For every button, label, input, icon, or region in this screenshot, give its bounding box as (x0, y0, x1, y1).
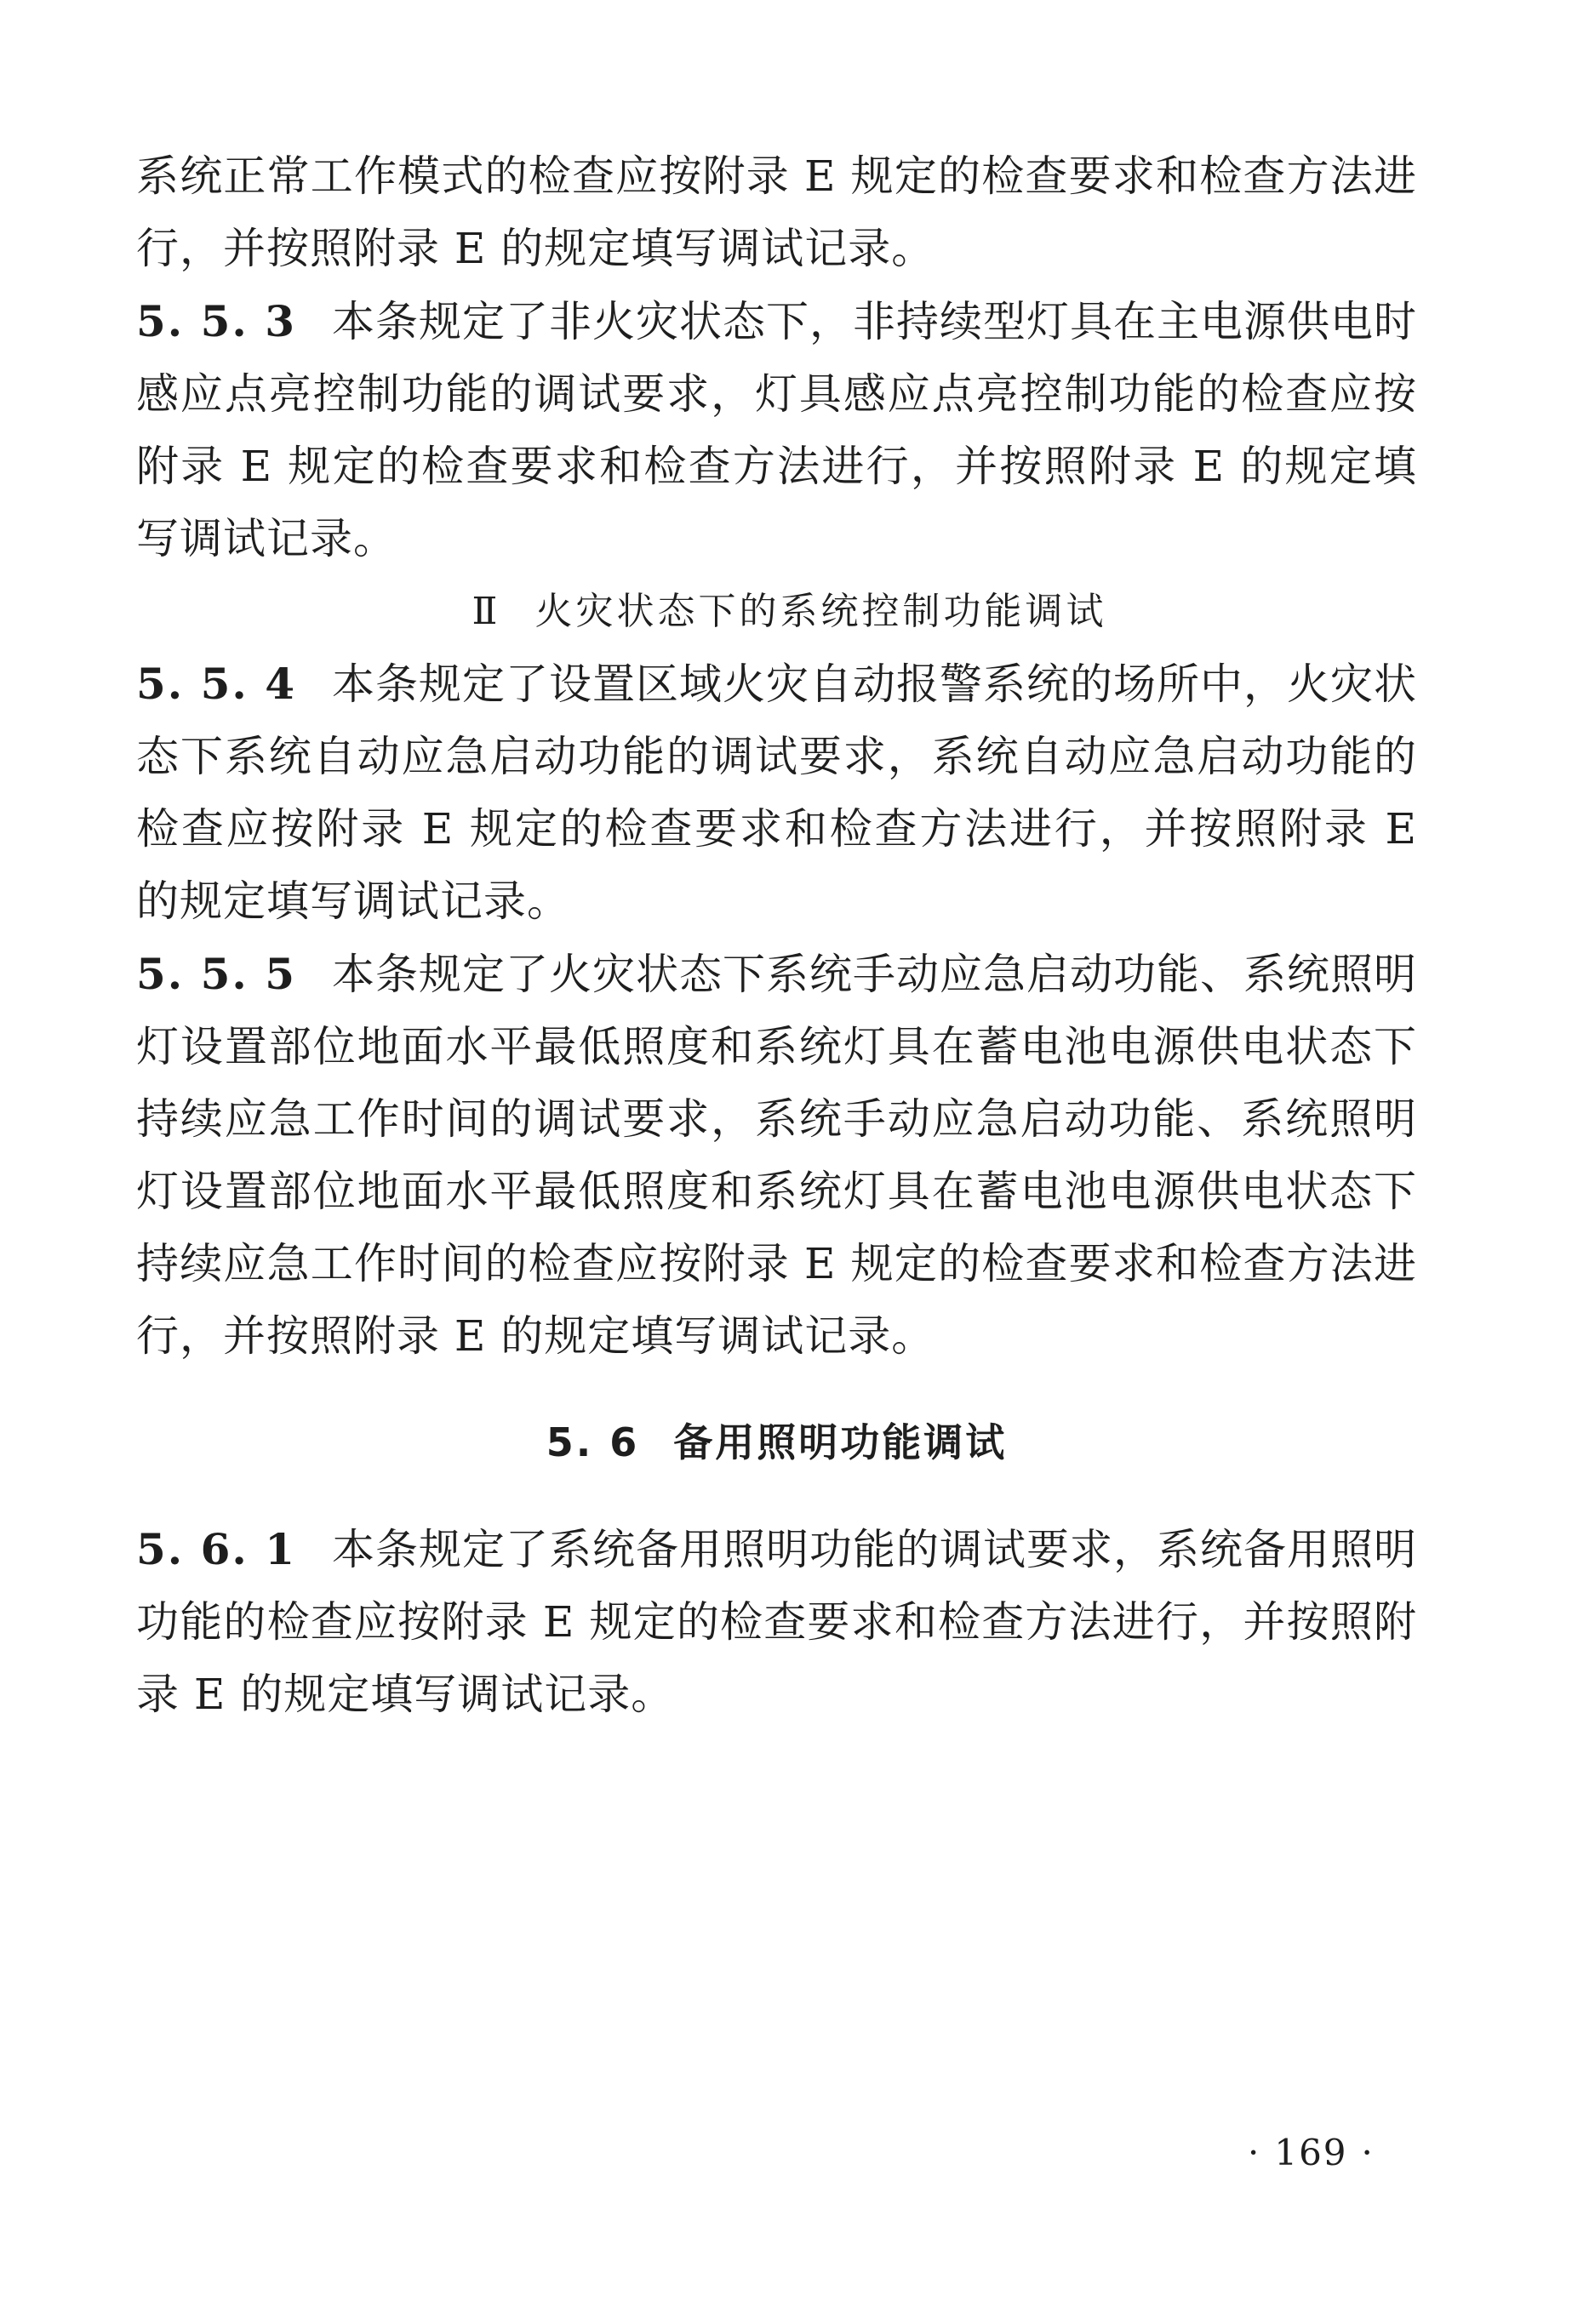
clause-number: 5. 6. 1 (136, 1524, 296, 1574)
section-number: 5. 6 (546, 1419, 640, 1465)
paragraph-text: 本条规定了系统备用照明功能的调试要求，系统备用照明功能的检查应按附录 E 规定的检查要求和检查方法进行，并按照附录 E 的规定填写调试记录。 (136, 1525, 1417, 1719)
subsection-numeral: Ⅱ (472, 590, 501, 633)
page-number (1234, 2132, 1388, 2173)
clause-5-5-4 (136, 648, 1417, 938)
page-number-value: 169 (1274, 2132, 1348, 2173)
clause-5-6-1 (136, 1513, 1417, 1731)
subsection-title: 火灾状态下的系统控制功能调试 (534, 590, 1107, 633)
section-heading (136, 1407, 1417, 1479)
paragraph-text: 本条规定了设置区域火灾自动报警系统的场所中，火灾状态下系统自动应急启动功能的调试要求，系统自动应急启动功能的检查应按附录 E 规定的检查要求和检查方法进行，并按照附录 E 的规定填写调试记录。 (136, 660, 1417, 926)
clause-number: 5. 5. 5 (136, 949, 296, 999)
paragraph-text: 系统正常工作模式的检查应按附录 E 规定的检查要求和检查方法进行，并按照附录 E 的规定填写调试记录。 (136, 151, 1417, 273)
clause-5-5-5 (136, 938, 1417, 1373)
body-text (136, 140, 1417, 1731)
paragraph-continuation (136, 140, 1417, 285)
paragraph-text: 本条规定了火灾状态下系统手动应急启动功能、系统照明灯设置部位地面水平最低照度和系统灯具在蓄电池电源供电状态下持续应急工作时间的调试要求，系统手动应急启动功能、系统照明灯设置部位地面水平最低照度和系统灯具在蓄电池电源供电状态下持续应急工作时间的检查应按附录 E 规定的检查要求和检查方法进行，并按照附录 E 的规定填写调试记录。 (136, 950, 1417, 1361)
clause-5-5-3 (136, 285, 1417, 575)
bullet-dot-icon: · (1361, 2132, 1375, 2173)
subsection-heading (136, 575, 1417, 648)
clause-number: 5. 5. 4 (136, 659, 296, 709)
paragraph-text: 本条规定了非火灾状态下，非持续型灯具在主电源供电时感应点亮控制功能的调试要求，灯具感应点亮控制功能的检查应按附录 E 规定的检查要求和检查方法进行，并按照附录 E 的规定填写调试记录。 (136, 297, 1417, 563)
clause-number: 5. 5. 3 (136, 296, 296, 346)
section-title: 备用照明功能调试 (673, 1419, 1008, 1465)
bullet-dot-icon: · (1248, 2132, 1261, 2173)
